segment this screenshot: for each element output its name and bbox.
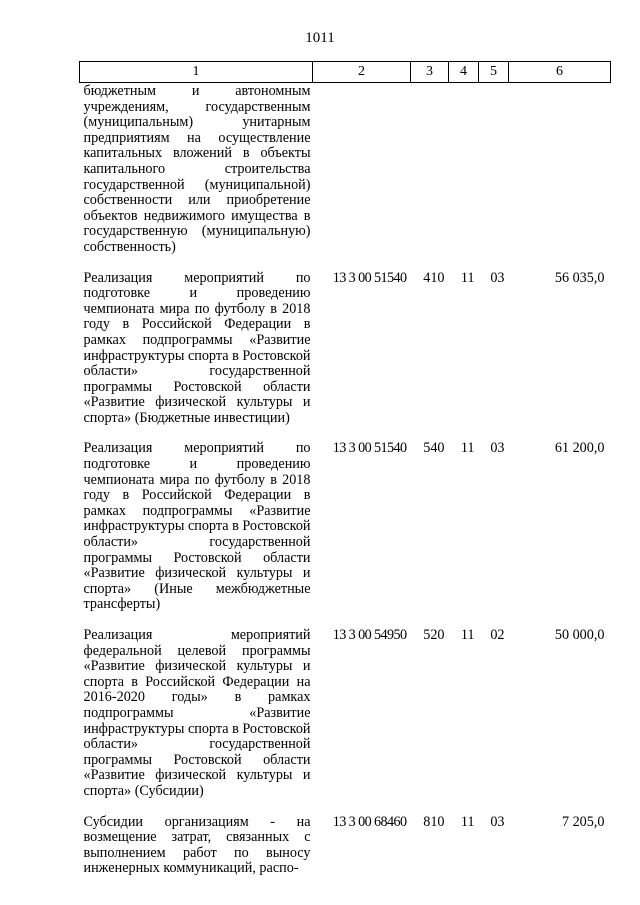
row-section <box>449 83 479 271</box>
row-description: Реализация мероприятий федеральной целевой программы «Развитие физической культуры и спорта в Российской Федерации на 2016-2020 годы» в рамках подпрограммы «Развитие инфраструктуры спорта в Ростовской области» государственной программы Ростовской области «Развитие физической культуры и спорта» (Субсидии) <box>83 627 311 799</box>
header-col-3: 3 <box>411 62 449 83</box>
page-number: 1011 <box>305 30 335 46</box>
header-col-4: 4 <box>449 62 479 83</box>
row-description: бюджетным и автономным учреждениям, государственным (муниципальным) унитарным предприятиям на осуществление капитальных вложений в объекты капитального строительства государственной (муниципальной) собственности или приобретение объектов недвижимого имущества в государственную (муниципальную) собственность) <box>83 83 311 255</box>
row-type: 520 <box>423 627 445 643</box>
header-col-2: 2 <box>313 62 411 83</box>
row-subsection: 03 <box>490 269 505 286</box>
row-section: 11 <box>460 440 475 457</box>
row-amount <box>509 83 611 271</box>
row-code <box>313 83 411 271</box>
header-col-5: 5 <box>479 62 509 83</box>
table-row <box>80 441 611 628</box>
header-col-6: 6 <box>509 62 611 83</box>
row-description: Реализация мероприятий по подготовке и проведению чемпионата мира по футболу в 2018 году в Российской Федерации в рамках подпрограммы «Развитие инфраструктуры спорта в Ростовской области» государственной программы Ростовской области «Развитие физической культуры и спорта» (Бюджетные инвестиции) <box>83 269 311 426</box>
row-section: 11 <box>460 813 475 830</box>
row-code: 13 3 00 68460 <box>332 813 407 830</box>
row-description: Субсидии организациям - на возмещение затрат, связанных с выполнением работ по выносу инженерных коммуникаций, распо- <box>83 813 311 877</box>
row-subsection: 03 <box>490 813 505 830</box>
row-code: 13 3 00 54950 <box>332 627 407 643</box>
table-body <box>80 83 611 892</box>
row-subsection <box>479 83 509 271</box>
row-amount: 56 035,0 <box>554 269 605 286</box>
table-row <box>80 83 611 271</box>
row-code: 13 3 00 51540 <box>332 269 407 286</box>
row-description: Реализация мероприятий по подготовке и проведению чемпионата мира по футболу в 2018 году в Российской Федерации в рамках подпрограммы «Развитие инфраструктуры спорта в Ростовской области» государственной программы Ростовской области «Развитие физической культуры и спорта» (Иные межбюджетные трансферты) <box>83 440 311 613</box>
row-type <box>411 83 449 271</box>
row-amount: 7 205,0 <box>561 813 605 830</box>
table-header <box>80 62 611 83</box>
row-subsection: 02 <box>490 627 505 643</box>
table-row <box>80 815 611 892</box>
row-amount: 61 200,0 <box>554 440 605 457</box>
budget-table <box>79 61 611 892</box>
row-amount: 50 000,0 <box>554 627 605 643</box>
row-code: 13 3 00 51540 <box>332 440 407 457</box>
header-col-1: 1 <box>80 62 313 83</box>
header-row <box>80 62 611 83</box>
table-row <box>80 271 611 442</box>
table-row <box>80 628 611 815</box>
row-subsection: 03 <box>490 440 505 457</box>
row-type: 410 <box>423 269 445 286</box>
row-type: 540 <box>423 440 445 457</box>
row-section: 11 <box>460 269 475 286</box>
row-type: 810 <box>423 813 445 830</box>
row-section: 11 <box>460 627 475 643</box>
